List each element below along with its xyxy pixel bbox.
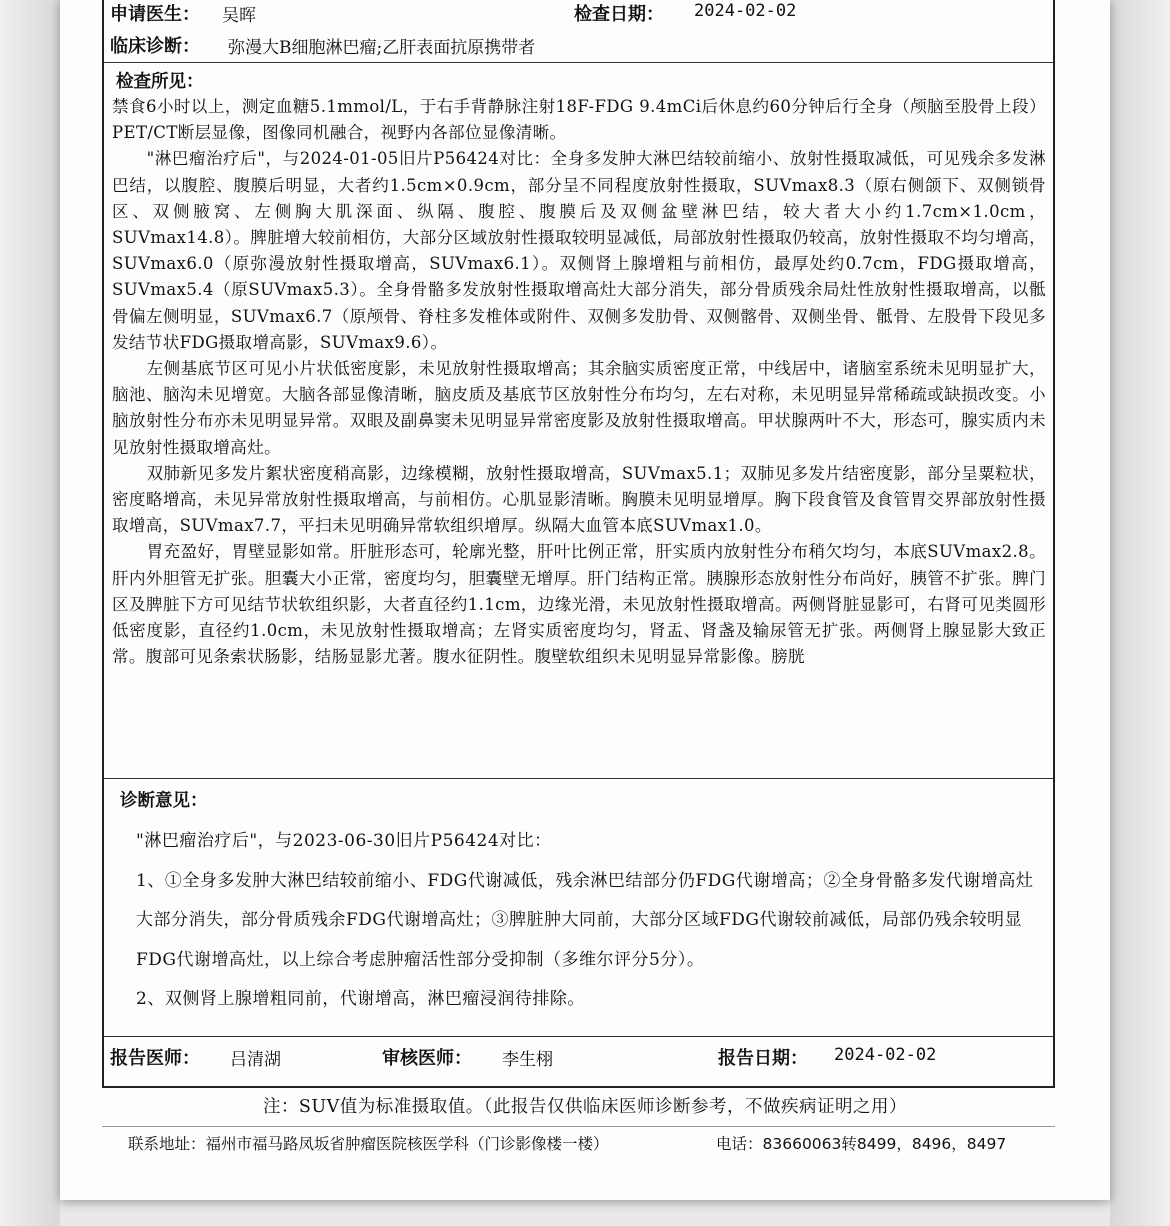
disclaimer-note: 注：SUV值为标准摄取值。（此报告仅供临床医师诊断参考，不做疾病证明之用） — [262, 1097, 908, 1117]
background-left — [0, 0, 60, 1226]
findings-paragraph: "淋巴瘤治疗后"，与2024-01-05旧片P56424对比：全身多发肿大淋巴结较前缩小、放射性摄取减低，可见残余多发淋巴结，以腹腔、腹膜后明显，大者约1.5cm×0.9cm，部分呈不同程度放射性摄取，SUVmax8.3（原右侧颌下、双侧锁骨区、双侧腋窝、左侧胸大肌深面、纵隔、腹腔、腹膜后及双侧盆壁淋巴结，较大者大小约1.7cm×1.0cm，SUVmax14.8）。脾脏增大较前相仿，大部分区域放射性摄取较明显减低，局部放射性摄取仍较高，放射性摄取不均匀增高，SUVmax6.0（原弥漫放射性摄取增高，SUVmax6.1）。双侧肾上腺增粗与前相仿，最厚处约0.7cm，FDG摄取增高，SUVmax5.4（原SUVmax5.3）。全身骨骼多发放射性摄取增高灶大部分消失，部分骨质残余局灶性放射性摄取增高，以骶骨偏左侧明显，SUVmax6.7（原颅骨、脊柱多发椎体或附件、双侧多发肋骨、双侧髂骨、双侧坐骨、骶骨、左股骨下段见多发结节状FDG摄取增高影，SUVmax9.6）。 — [112, 149, 1046, 352]
diagnosis-item: 2、双侧肾上腺增粗同前，代谢增高，淋巴瘤浸润待排除。 — [136, 989, 585, 1009]
findings-title: 检查所见： — [116, 72, 204, 92]
clinical-diagnosis-label: 临床诊断： — [110, 36, 200, 57]
exam-date: 2024-02-02 — [694, 1, 797, 21]
divider — [104, 778, 1053, 779]
exam-date-label: 检查日期： — [574, 4, 664, 25]
findings-text — [112, 94, 1046, 778]
report-frame — [102, 0, 1055, 1088]
doctor-name: 吴晖 — [222, 6, 256, 26]
report-doctor-name: 吕清湖 — [230, 1050, 281, 1070]
contact-address: 联系地址：福州市福马路凤坂省肿瘤医院核医学科（门诊影像楼一楼） — [128, 1135, 609, 1153]
findings-paragraph: 禁食6小时以上，测定血糖5.1mmol/L，于右手背静脉注射18F-FDG 9.4mCi后休息约60分钟后行全身（颅脑至股骨上段）PET/CT断层显像，图像同机融合，视野内各部位显像清晰。 — [112, 97, 1046, 143]
findings-paragraph: 胃充盈好，胃壁显影如常。肝脏形态可，轮廓光整，肝叶比例正常，肝实质内放射性分布稍欠均匀，本底SUVmax2.8。肝内外胆管无扩张。胆囊大小正常，密度均匀，胆囊壁无增厚。肝门结构正常。胰腺形态放射性分布尚好，胰管不扩张。脾门区及脾脏下方可见结节状软组织影，大者直径约1.1cm，边缘光滑，未见放射性摄取增高。两侧肾脏显影可，右肾可见类圆形低密度影，直径约1.0cm，未见放射性摄取增高；左肾实质密度均匀，肾盂、肾盏及输尿管无扩张。两侧肾上腺显影大致正常。腹部可见条索状肠影，结肠显影尤著。腹水征阴性。腹壁软组织未见明显异常影像。膀胱 — [112, 542, 1046, 667]
diagnosis-intro: "淋巴瘤治疗后"，与2023-06-30旧片P56424对比： — [136, 831, 552, 851]
reviewer-label: 审核医师： — [382, 1048, 472, 1069]
report-doctor-label: 报告医师： — [110, 1048, 200, 1069]
report-page — [60, 0, 1110, 1200]
diagnosis-opinion-title: 诊断意见： — [120, 791, 208, 811]
report-date-label: 报告日期： — [718, 1048, 808, 1069]
divider — [104, 1036, 1053, 1037]
findings-paragraph: 左侧基底节区可见小片状低密度影，未见放射性摄取增高；其余脑实质密度正常，中线居中，诸脑室系统未见明显扩大，脑池、脑沟未见增宽。大脑各部显像清晰，脑皮质及基底节区放射性分布均匀，左右对称，未见明显异常稀疏或缺损改变。小脑放射性分布亦未见明显异常。双眼及副鼻窦未见明显异常密度影及放射性摄取增高。甲状腺两叶不大，形态可，腺实质内未见放射性摄取增高灶。 — [112, 359, 1046, 457]
divider — [104, 62, 1053, 63]
background-right — [1110, 0, 1170, 1226]
diagnosis-opinion-text — [136, 822, 1036, 1038]
report-date: 2024-02-02 — [834, 1045, 937, 1065]
diagnosis-item: 1、①全身多发肿大淋巴结较前缩小、FDG代谢减低，残余淋巴结部分仍FDG代谢增高；②全身骨骼多发代谢增高灶大部分消失，部分骨质残余FDG代谢增高灶；③脾脏肿大同前，大部分区域FDG代谢较前减低，局部仍残余较明显FDG代谢增高灶，以上综合考虑肿瘤活性部分受抑制（多维尔评分5分）。 — [136, 870, 1034, 970]
clinical-diagnosis: 弥漫大B细胞淋巴瘤;乙肝表面抗原携带者 — [228, 38, 536, 58]
doctor-label: 申请医生： — [110, 4, 200, 25]
footer-divider — [102, 1126, 1055, 1127]
contact-phone: 电话：83660063转8499，8496，8497 — [716, 1135, 1007, 1153]
reviewer-name: 李生栩 — [502, 1050, 553, 1070]
findings-paragraph: 双肺新见多发片絮状密度稍高影，边缘模糊，放射性摄取增高，SUVmax5.1；双肺见多发片结密度影，部分呈粟粒状，密度略增高，未见异常放射性摄取增高，与前相仿。心肌显影清晰。胸膜未见明显增厚。胸下段食管及食管胃交界部放射性摄取增高，SUVmax7.7，平扫未见明确异常软组织增厚。纵隔大血管本底SUVmax1.0。 — [112, 463, 1046, 536]
